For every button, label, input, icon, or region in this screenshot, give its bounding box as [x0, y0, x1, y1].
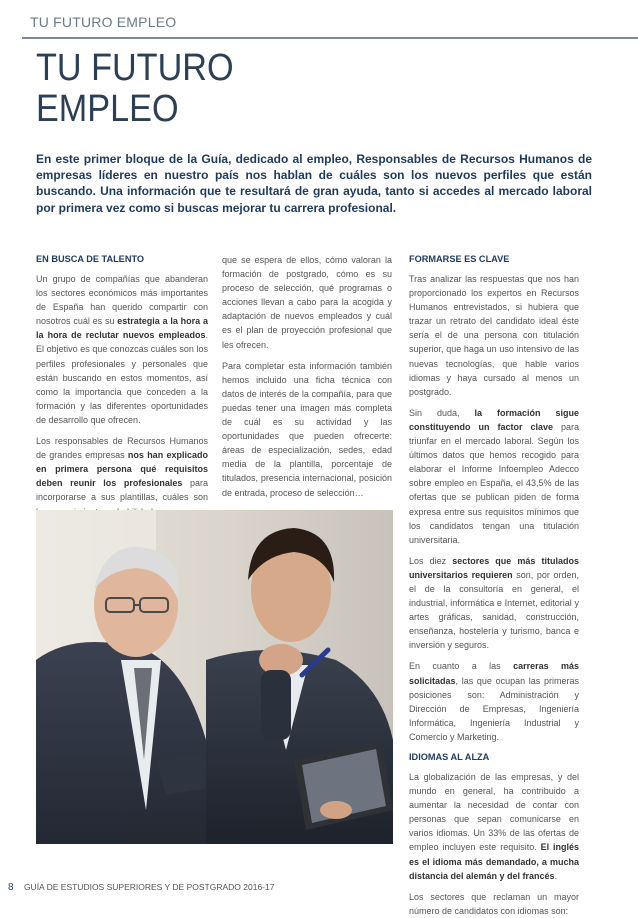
- page-footer: [8, 882, 274, 893]
- paragraph: Los sectores que reclaman un mayor número de candidatos con idiomas son:: [409, 891, 579, 916]
- column-1: [36, 253, 208, 519]
- publication-title: GUÍA DE ESTUDIOS SUPERIORES Y DE POSTGRADO 2016-17: [23, 882, 275, 892]
- running-header: TU FUTURO EMPLEO: [30, 14, 177, 30]
- section-heading-formarse: FORMARSE ES CLAVE: [409, 254, 510, 264]
- paragraph: Los diez sectores que más titulados universitarios requieren son, por orden, el de la consultoría en general, el industrial, informática e Internet, editorial y artes gráficas, sanidad, construcción, enseñanza, hostelería y turismo, banca e inversión y seguros.: [409, 555, 579, 651]
- paragraph: La globalización de las empresas, y del mundo en general, ha contribuido a aumentar la necesidad de contar con personas que sepan comunicarse en varios idiomas. Un 33% de las ofertas de empleo incluyen este requisito. El inglés es el idioma más demandado, a mucha distancia del alemán y del francés.: [409, 772, 580, 881]
- paragraph: Sin duda, la formación sigue constituyendo un factor clave para triunfar en el mercado laboral. Según los últimos datos que hemos recogido para elaborar el Informe Infoempleo Adecco sobre empleo en España, el 43,5% de las ofertas que se publican piden de forma expresa entre sus requisitos mínimos que los candidatos tengan una titulación universitaria.: [409, 407, 580, 545]
- column-3: [409, 253, 579, 918]
- paragraph: Para completar esta información también hemos incluido una ficha técnica con datos de interés de la compañía, para que puedas tener una imagen más completa de cuál es su actividad y las oportunidades que pueden ofrecerte: áreas de especialización, sedes, edad media de la plantilla, porcentaje de titulados, presencia internacional, posición de entrada, proceso de selección…: [222, 360, 392, 498]
- section-heading-talento: EN BUSCA DE TALENTO: [36, 254, 145, 264]
- intro-paragraph: En este primer bloque de la Guía, dedicado al empleo, Responsables de Recursos Humanos de empresas líderes en nuestro país nos hablan de cuáles son los nuevos perfiles que están buscando. Una información que te resultará de gran ayuda, tanto si accedes al mercado laboral por primera vez como si buscas mejorar tu carrera profesional.: [36, 152, 592, 215]
- page-number: 8: [8, 882, 14, 893]
- column-2: [222, 253, 392, 500]
- paragraph: En cuanto a las carreras más solicitadas, las que ocupan las primeras posiciones son: Administración y Dirección de Empresas, Ingeniería Informática, Ingeniería Industrial y Comercio y Marketing.: [409, 661, 579, 742]
- paragraph: que se espera de ellos, cómo valoran la formación de postgrado, cómo es su proceso de selección, qué programas o acciones llevan a cabo para la acogida y adaptación de nuevos empleados y cuál es el plan de proyección profesional que les ofrecen.: [222, 255, 392, 350]
- title-line-1: TU FUTURO: [36, 47, 234, 89]
- paragraph: Tras analizar las respuestas que nos han proporcionado los expertos en Recursos Humanos entrevistados, si hubiera que trazar un retrato del candidato ideal éste sería el de una persona con titulación superior, que haga un uso intensivo de las nuevas tecnologías, que hable varios idiomas y haya cursado al menos un postgrado.: [409, 274, 579, 397]
- section-heading-idiomas: IDIOMAS AL ALZA: [409, 752, 490, 762]
- title-line-2: EMPLEO: [36, 88, 179, 130]
- paragraph: Un grupo de compañías que abanderan los sectores económicos más importantes de España han querido compartir con nosotros cuál es su estrategia a la hora a la hora de reclutar nuevos empleados. El objetivo es que conozcas cuáles son los perfiles profesionales y personales que están buscando en estos momentos, así como la importancia que conceden a la formación y las diferentes oportunidades de desarrollo que ofrecen.: [36, 274, 208, 425]
- page-title: [36, 48, 234, 130]
- office-photo: [36, 510, 393, 844]
- paragraph: Los responsables de Recursos Humanos de grandes empresas nos han explicado en primera persona qué requisitos deben reunir los profesionales para incorporarse a sus plantillas, cuáles son: [36, 436, 208, 503]
- header-rule: [22, 37, 638, 39]
